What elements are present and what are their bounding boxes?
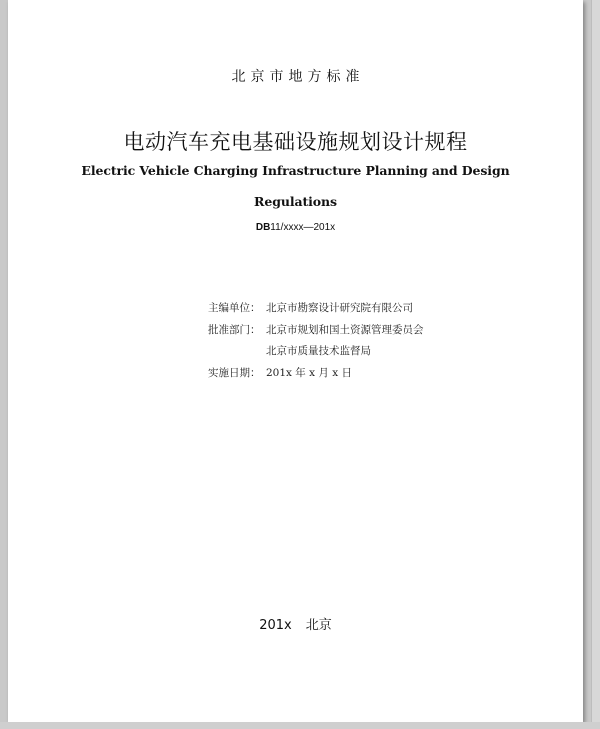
info-row-editor [208,298,424,320]
standard-type: 北京市地方标准 [231,69,365,85]
info-row-approver [208,320,424,342]
info-row-effective-date [208,363,424,385]
info-label [208,341,266,363]
title-chinese: 电动汽车充电基础设施规划设计规程 [123,130,468,154]
info-label: 主编单位： [208,302,261,314]
info-block [208,298,424,384]
document-page [8,0,583,722]
standard-code-prefix: DB [255,222,271,233]
footer-city: 北京 [305,618,332,633]
info-value: 201x 年 x 月 x 日 [266,366,352,379]
footer-year: 201x [259,618,292,633]
info-value: 北京市勘察设计研究院有限公司 [266,302,413,314]
title-english-line-1: Electric Vehicle Charging Infrastructure Planning and Design [81,163,510,178]
viewer-bottom-edge [0,722,600,729]
info-row-approver-2 [208,341,424,363]
standard-code [8,222,583,233]
info-value: 北京市质量技术监督局 [266,345,371,357]
footer [8,614,583,633]
info-label: 批准部门： [208,323,261,336]
title-english-line-2: Regulations [254,194,337,209]
standard-code-number: 11/xxxx—201x [270,222,336,233]
info-value: 北京市规划和国土资源管理委员会 [266,323,424,336]
info-label: 实施日期： [208,366,261,379]
scrollbar[interactable] [591,0,600,729]
